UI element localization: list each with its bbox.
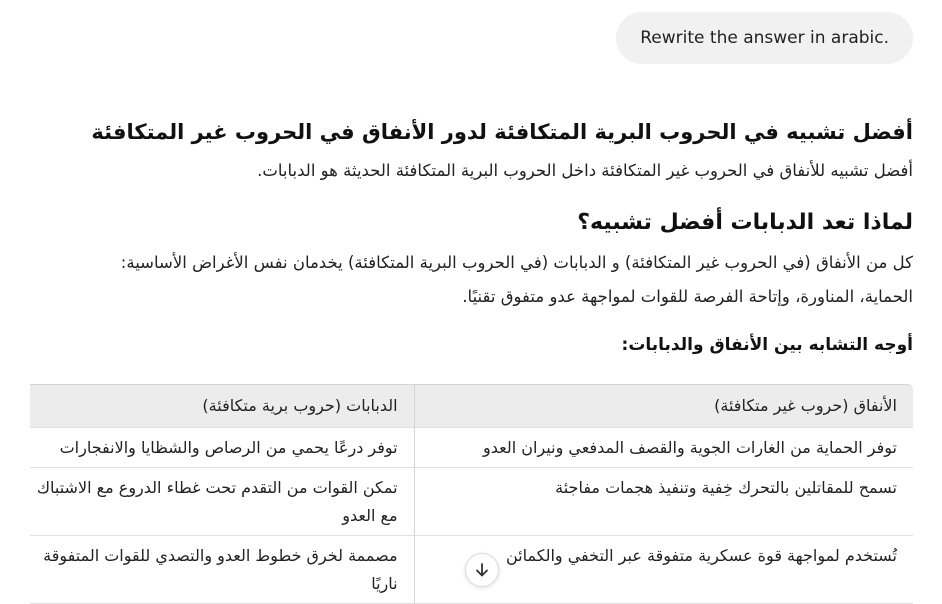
header-tanks: الدبابات (حروب برية متكافئة) <box>30 384 415 428</box>
header-tunnels: الأنفاق (حروب غير متكافئة) <box>415 384 913 428</box>
table-header-row <box>30 384 913 428</box>
table-row <box>30 468 913 536</box>
cell-tanks: تمكن القوات من التقدم تحت غطاء الدروع مع الاشتباك مع العدو <box>30 468 415 536</box>
arrow-down-icon <box>473 561 491 579</box>
answer-heading: أفضل تشبيه في الحروب البرية المتكافئة لدور الأنفاق في الحروب غير المتكافئة <box>91 120 913 144</box>
why-heading: لماذا تعد الدبابات أفضل تشبيه؟ <box>577 210 913 235</box>
table-row <box>30 428 913 468</box>
similarities-heading: أوجه التشابه بين الأنفاق والدبابات: <box>621 335 913 355</box>
answer-intro: أفضل تشبيه للأنفاق في الحروب غير المتكافئة داخل الحروب البرية المتكافئة الحديثة هو الدبابات. <box>257 161 913 180</box>
cell-tunnels: توفر الحماية من الغارات الجوية والقصف المدفعي ونيران العدو <box>415 428 913 468</box>
cell-tunnels: تُستخدم لمواجهة قوة عسكرية متفوقة عبر التخفي والكمائن <box>415 536 913 604</box>
scroll-down-button[interactable] <box>465 553 499 587</box>
assistant-answer <box>27 112 913 362</box>
why-line-2: الحماية، المناورة، وإتاحة الفرصة للقوات لمواجهة عدو متفوق تقنيًا. <box>462 287 913 306</box>
why-line-1: كل من الأنفاق (في الحروب غير المتكافئة) و الدبابات (في الحروب البرية المتكافئة) يخدمان نفس الأغراض الأساسية: <box>120 253 913 272</box>
cell-tanks: توفر درعًا يحمي من الرصاص والشظايا والانفجارات <box>30 428 415 468</box>
cell-tanks: مصممة لخرق خطوط العدو والتصدي للقوات المتفوقة ناريًا <box>30 536 415 604</box>
cell-tunnels: تسمح للمقاتلين بالتحرك خِفية وتنفيذ هجمات مفاجئة <box>415 468 913 536</box>
user-message-bubble: Rewrite the answer in arabic. <box>616 12 913 64</box>
